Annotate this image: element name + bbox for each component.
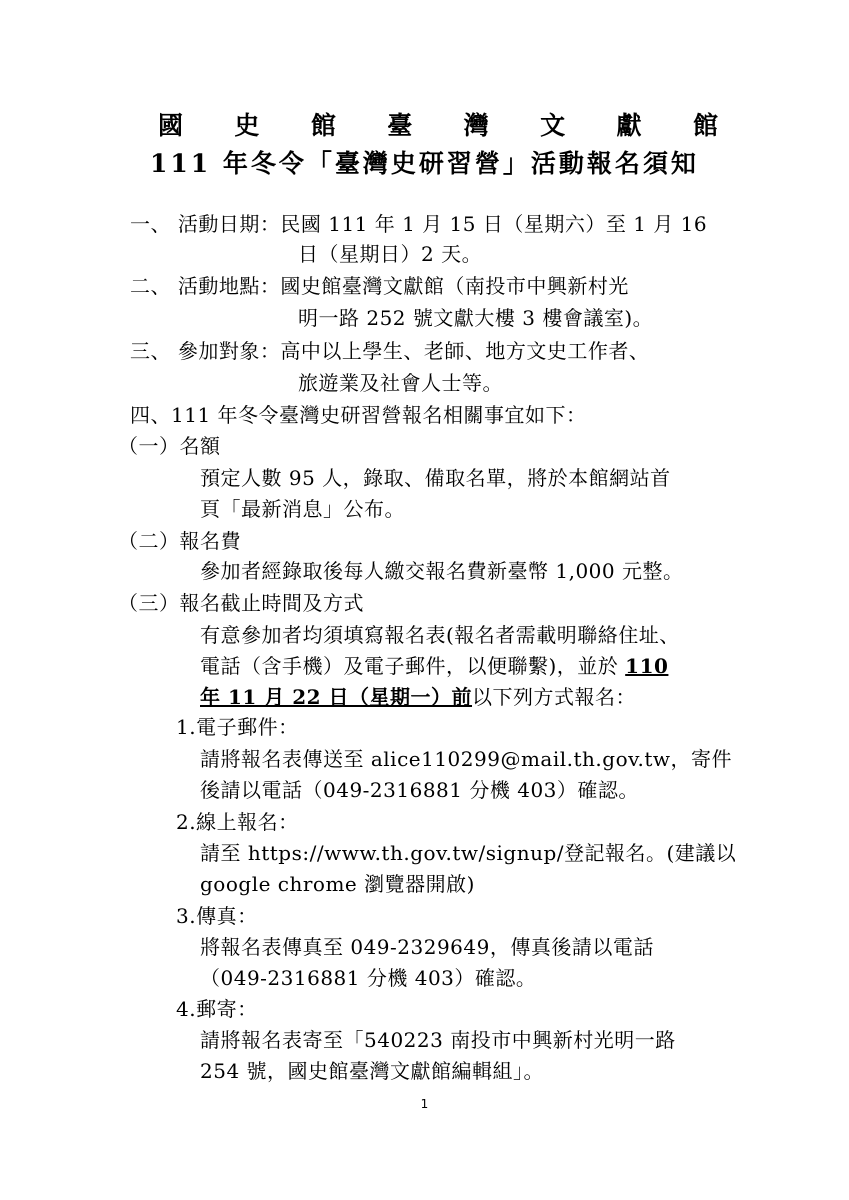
title-char: 史 <box>234 111 260 140</box>
sub-2-heading: （二）報名費 <box>118 529 241 553</box>
title-char: 館 <box>310 111 336 140</box>
deadline-date: 年 11 月 22 日（星期一）前 <box>200 685 473 709</box>
sub-3-text-line3 <box>200 683 636 711</box>
method-4-heading: 4.郵寄： <box>176 997 258 1021</box>
title-institution <box>158 106 718 142</box>
sub-1-text: 預定人數 95 人，錄取、備取名單，將於本館網站首 <box>200 466 671 490</box>
sub-3-text-part: 以下列方式報名： <box>472 685 637 709</box>
document-subtitle: 111 年冬令「臺灣史研習營」活動報名須知 <box>150 149 699 178</box>
title-char: 灣 <box>463 111 489 140</box>
title-char: 館 <box>692 111 718 140</box>
sub-3-text: 有意參加者均須填寫報名表(報名者需載明聯絡住址、 <box>200 623 680 647</box>
method-3-text-cont: （049-2316881 分機 403）確認。 <box>200 966 537 990</box>
method-3-text: 將報名表傳真至 049-2329649，傳真後請以電話 <box>200 935 654 959</box>
sub-1-text-cont: 頁「最新消息」公布。 <box>200 497 405 521</box>
sub-3-heading: （三）報名截止時間及方式 <box>118 591 364 615</box>
section-1-date: 一、 活動日期：民國 111 年 1 月 15 日（星期六）至 1 月 16 <box>130 212 708 236</box>
sub-3-text-line2 <box>200 652 668 680</box>
method-1-text: 請將報名表傳送至 alice110299@mail.th.gov.tw，寄件 <box>200 747 733 771</box>
method-2-heading: 2.線上報名： <box>176 810 299 834</box>
sub-2-text: 參加者經錄取後每人繳交報名費新臺幣 1,000 元整。 <box>200 559 684 583</box>
section-2-location: 二、 活動地點：國史館臺灣文獻館（南投市中興新村光 <box>130 274 629 298</box>
section-4-heading: 四、111 年冬令臺灣史研習營報名相關事宜如下： <box>130 403 587 427</box>
method-2-text-cont: google chrome 瀏覽器開啟) <box>200 872 475 896</box>
title-char: 臺 <box>387 111 413 140</box>
method-3-heading: 3.傳真： <box>176 904 258 928</box>
title-char: 獻 <box>616 111 642 140</box>
method-2-text: 請至 https://www.th.gov.tw/signup/登記報名。(建議以 <box>200 841 737 865</box>
sub-3-text-part: 電話（含手機）及電子郵件，以便聯繫)，並於 <box>200 654 626 678</box>
deadline-year: 110 <box>625 654 669 678</box>
section-2-location-cont: 明一路 252 號文獻大樓 3 樓會議室)。 <box>298 306 654 330</box>
title-char: 國 <box>158 111 184 140</box>
sub-1-heading: （一）名額 <box>118 434 221 458</box>
section-3-audience: 三、 參加對象：高中以上學生、老師、地方文史工作者、 <box>130 339 650 363</box>
method-4-text: 請將報名表寄至「540223 南投市中興新村光明一路 <box>200 1028 676 1052</box>
section-3-audience-cont: 旅遊業及社會人士等。 <box>298 371 503 395</box>
method-4-text-cont: 254 號，國史館臺灣文獻館編輯組」。 <box>200 1059 545 1083</box>
title-char: 文 <box>540 111 566 140</box>
section-1-date-cont: 日（星期日）2 天。 <box>298 242 483 266</box>
method-1-heading: 1.電子郵件： <box>176 715 299 739</box>
method-1-text-cont: 後請以電話（049-2316881 分機 403）確認。 <box>200 778 639 802</box>
page-number: 1 <box>420 1097 429 1111</box>
